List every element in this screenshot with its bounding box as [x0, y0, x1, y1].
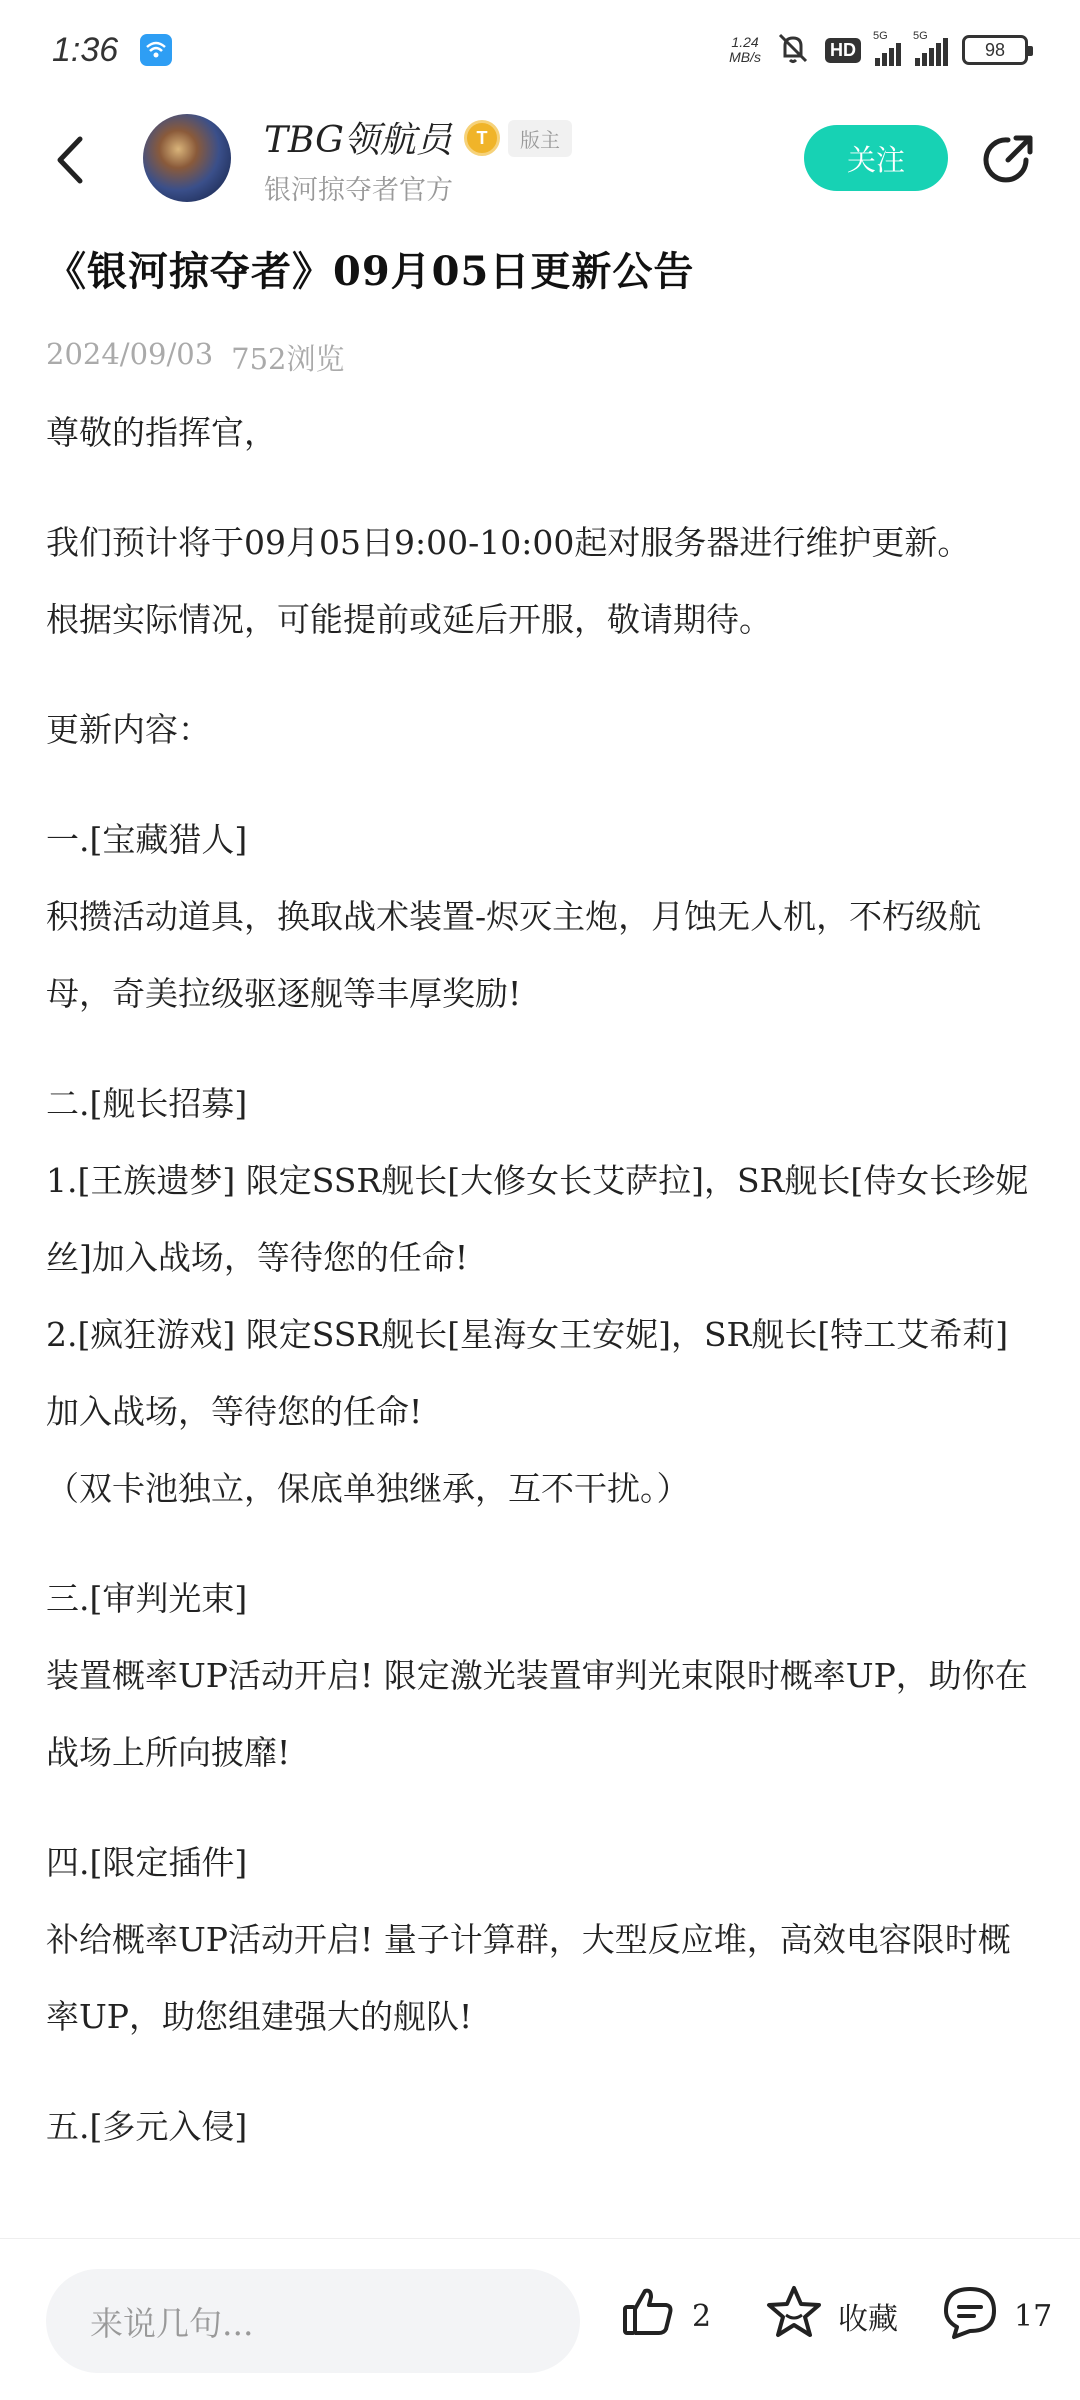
net-speed-unit: MB/s — [729, 49, 761, 65]
avatar[interactable] — [143, 114, 231, 202]
signal-icon-2 — [913, 30, 948, 66]
status-time: 1:36 — [52, 30, 119, 69]
article-paragraph: 积攒活动道具，换取战术装置-烬灭主炮，月蚀无人机，不朽级航母，奇美拉级驱逐舰等丰厚奖励! — [46, 897, 982, 1013]
article-paragraph: 2.[疯狂游戏] 限定SSR舰长[星海女王安妮]，SR舰长[特工艾希莉]加入战场，等待您的任命! — [46, 1315, 1009, 1431]
article-paragraph: 尊敬的指挥官， — [46, 413, 277, 452]
hd-badge: HD — [825, 38, 861, 63]
article-paragraph: 更新内容： — [46, 710, 211, 749]
paragraph-gap — [46, 1032, 1036, 1065]
paragraph-gap — [46, 2055, 1036, 2088]
article-paragraph: 1.[王族遗梦] 限定SSR舰长[大修女长艾萨拉]，SR舰长[侍女长珍妮丝]加入战场，等待您的任命! — [46, 1161, 1029, 1277]
article-paragraph: 三.[审判光束] — [46, 1579, 248, 1618]
comment-input[interactable]: 来说几句... — [46, 2269, 580, 2373]
paragraph-gap — [46, 1527, 1036, 1560]
moderator-badge: 版主 — [508, 120, 572, 157]
follow-button[interactable]: 关注 — [804, 125, 948, 191]
article-paragraph: 一.[宝藏猎人] — [46, 820, 248, 859]
status-bar — [0, 0, 1080, 100]
article-paragraph: 我们预计将于09月05日9:00-10:00起对服务器进行维护更新。 — [46, 523, 971, 562]
comment-icon — [940, 2283, 1000, 2349]
wifi-icon — [140, 34, 172, 66]
article-paragraph: 四.[限定插件] — [46, 1843, 248, 1882]
post-header — [0, 100, 1080, 220]
article-date: 2024/09/03 — [46, 337, 214, 371]
back-arrow-icon[interactable] — [50, 133, 90, 187]
comment-count: 17 — [1014, 2298, 1053, 2334]
article-views: 752浏览 — [231, 342, 345, 376]
article-paragraph: 根据实际情况，可能提前或延后开服，敬请期待。 — [46, 600, 772, 639]
star-icon — [764, 2283, 824, 2349]
article-meta — [46, 337, 1036, 378]
like-button[interactable] — [620, 2283, 711, 2349]
battery-icon — [962, 35, 1028, 65]
paragraph-gap — [46, 1791, 1036, 1824]
net-label-2: 5G — [913, 30, 928, 42]
bottom-bar — [0, 2238, 1080, 2400]
comment-button[interactable] — [940, 2283, 1052, 2349]
article-paragraph: （双卡池独立，保底单独继承，互不干扰。） — [46, 1469, 690, 1508]
article-title: 《银河掠夺者》09月05日更新公告 — [46, 248, 695, 295]
paragraph-gap — [46, 768, 1036, 801]
battery-level: 98 — [984, 39, 1006, 60]
author-subtitle: 银河掠夺者官方 — [264, 175, 453, 206]
like-icon — [620, 2283, 678, 2349]
net-label-1: 5G — [873, 30, 888, 42]
net-speed-value: 1.24 — [731, 34, 759, 50]
article — [46, 240, 1036, 2165]
article-body — [46, 394, 1036, 2165]
mute-bell-icon — [775, 30, 811, 71]
article-paragraph: 补给概率UP活动开启! 量子计算群，大型反应堆，高效电容限时概率UP，助您组建强大的舰队! — [46, 1920, 1011, 2036]
paragraph-gap — [46, 658, 1036, 691]
level-badge: T — [464, 120, 500, 156]
favorite-label: 收藏 — [838, 2302, 898, 2337]
author-name[interactable]: TBG领航员 — [264, 120, 452, 161]
signal-icon — [873, 30, 901, 66]
favorite-button[interactable] — [764, 2283, 898, 2349]
article-paragraph: 五.[多元入侵] — [46, 2107, 248, 2146]
net-speed — [729, 35, 761, 65]
paragraph-gap — [46, 471, 1036, 504]
article-paragraph: 二.[舰长招募] — [46, 1084, 248, 1123]
share-icon[interactable] — [978, 130, 1038, 190]
article-paragraph: 装置概率UP活动开启! 限定激光装置审判光束限时概率UP，助你在战场上所向披靡! — [46, 1656, 1028, 1772]
like-count: 2 — [692, 2298, 712, 2334]
